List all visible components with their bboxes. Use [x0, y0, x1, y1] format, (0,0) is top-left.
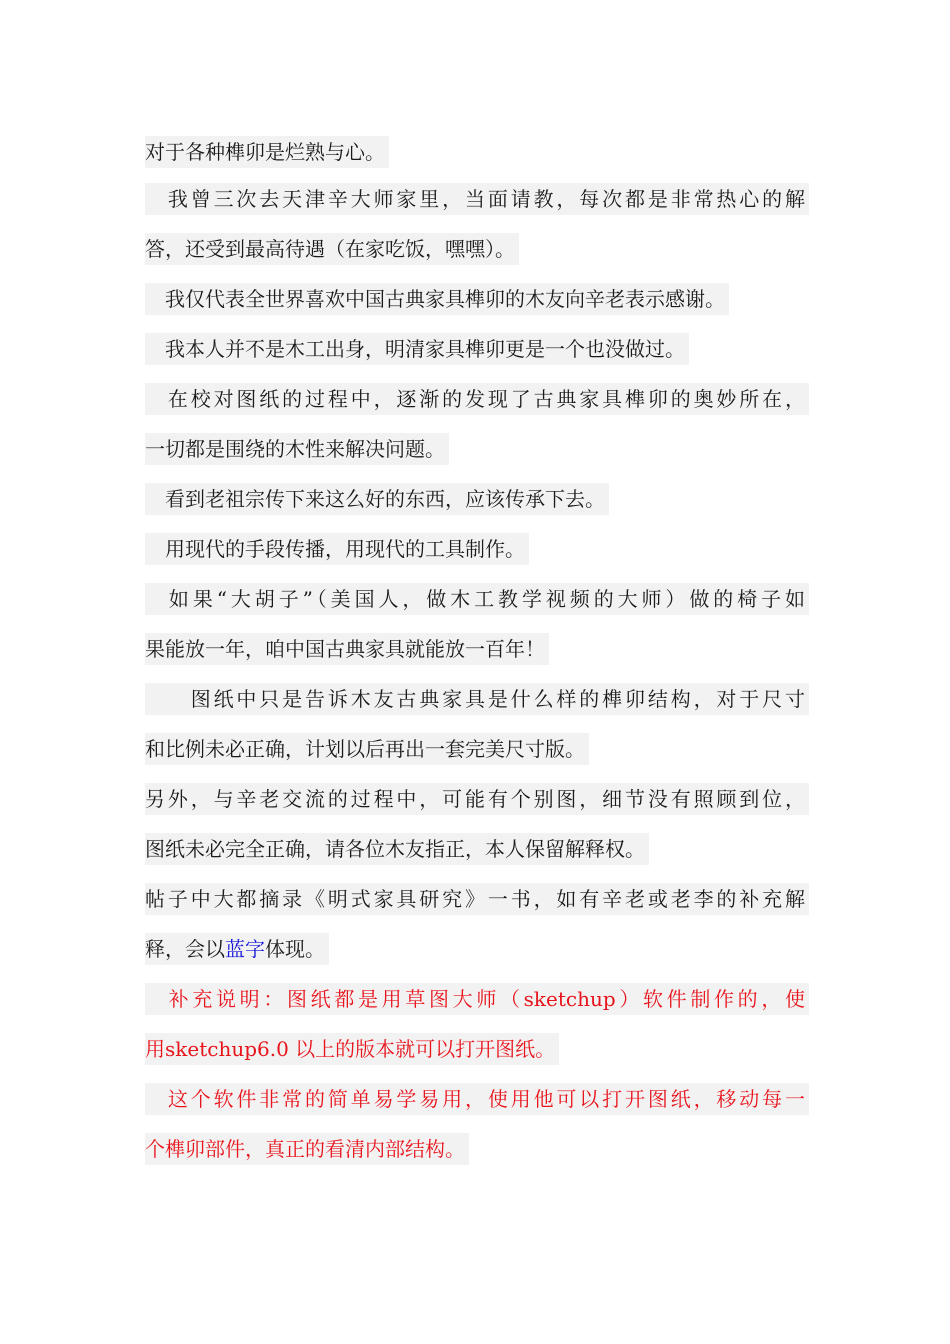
text-segment: 体现。: [265, 937, 325, 961]
text-line: 对于各种榫卯是烂熟与心。: [145, 136, 389, 168]
text-line: 我曾三次去天津辛大师家里，当面请教，每次都是非常热心的解: [145, 183, 809, 215]
text-line: 图纸中只是告诉木友古典家具是什么样的榫卯结构，对于尺寸: [145, 683, 809, 715]
blue-text: 蓝字: [225, 937, 265, 961]
text-line: 在校对图纸的过程中，逐渐的发现了古典家具榫卯的奥妙所在，: [145, 383, 809, 415]
text-line: 答，还受到最高待遇（在家吃饭，嘿嘿）。: [145, 233, 519, 265]
red-note-line: 补充说明：图纸都是用草图大师（sketchup）软件制作的，使: [145, 983, 809, 1015]
text-line: 我仅代表全世界喜欢中国古典家具榫卯的木友向辛老表示感谢。: [145, 283, 729, 315]
text-line: 另外，与辛老交流的过程中，可能有个别图，细节没有照顾到位，: [145, 783, 809, 815]
text-line: 图纸未必完全正确，请各位木友指正，本人保留解释权。: [145, 833, 649, 865]
text-segment: 释，会以: [145, 937, 225, 961]
red-note-line: 用sketchup6.0 以上的版本就可以打开图纸。: [145, 1033, 559, 1065]
text-line: 看到老祖宗传下来这么好的东西，应该传承下去。: [145, 483, 609, 515]
red-note-line: 这个软件非常的简单易学易用，使用他可以打开图纸，移动每一: [145, 1083, 809, 1115]
text-line: 如果“大胡子”（美国人，做木工教学视频的大师）做的椅子如: [145, 583, 809, 615]
text-line-blue-note: [145, 933, 329, 965]
text-line: 用现代的手段传播，用现代的工具制作。: [145, 533, 529, 565]
text-line: 一切都是围绕的木性来解决问题。: [145, 433, 449, 465]
text-line: 果能放一年，咱中国古典家具就能放一百年！: [145, 633, 549, 665]
text-line: 和比例未必正确，计划以后再出一套完美尺寸版。: [145, 733, 589, 765]
text-line: 我本人并不是木工出身，明清家具榫卯更是一个也没做过。: [145, 333, 689, 365]
text-line: 帖子中大都摘录《明式家具研究》一书，如有辛老或老李的补充解: [145, 883, 809, 915]
red-note-line: 个榫卯部件，真正的看清内部结构。: [145, 1133, 469, 1165]
